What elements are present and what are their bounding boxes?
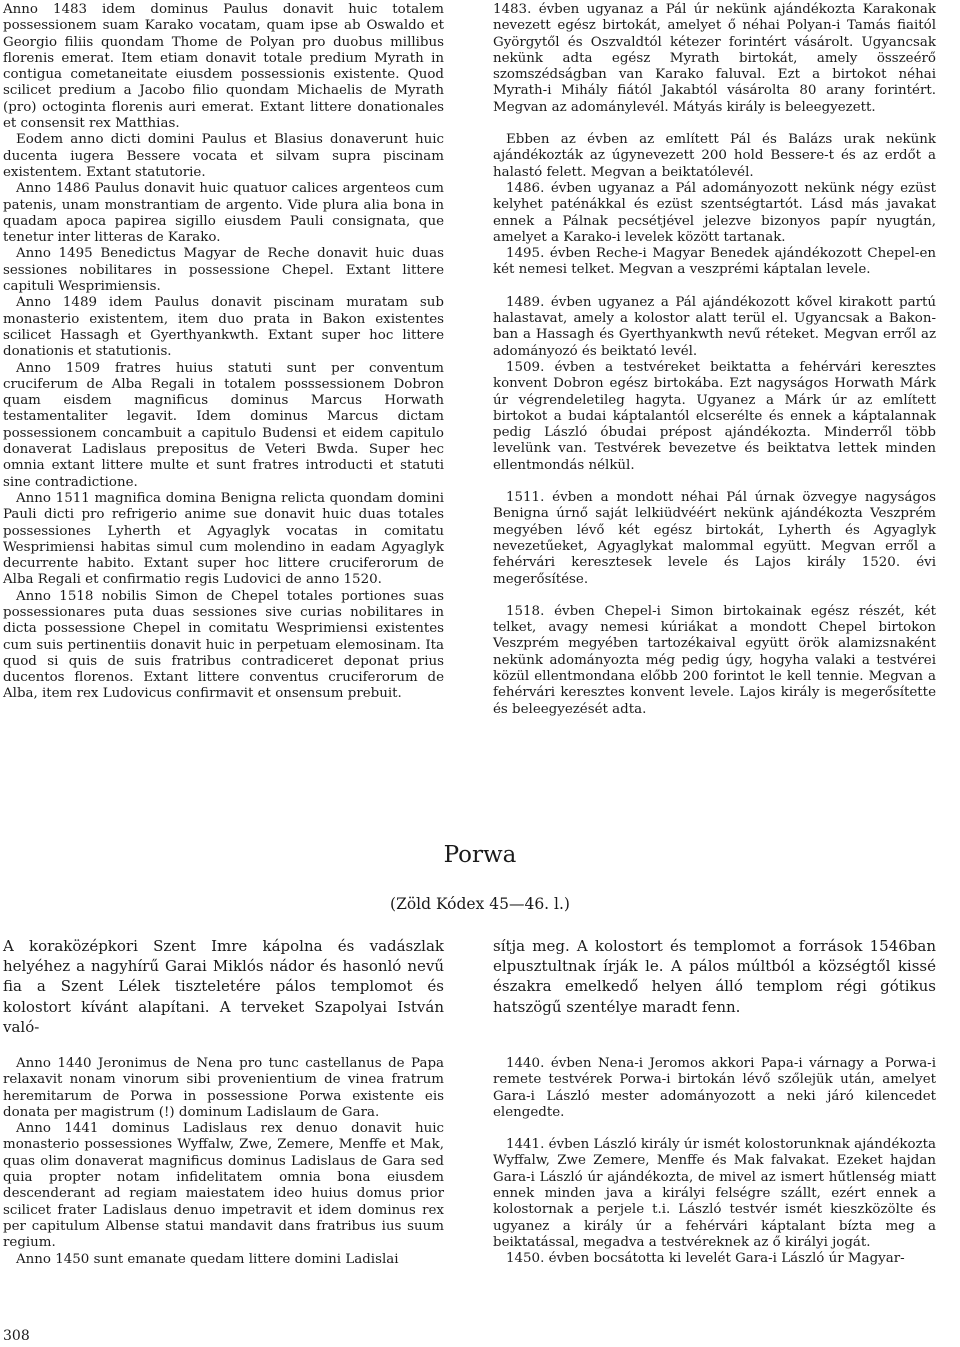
hungarian-paragraph-1483: 1483. évben ugyanaz a Pál úr nekünk ajándékozta Karakonak nevezett egész birtokát, amelyet ő néhai Polyan-i Tamás fiaitól Györgytől és Oszvaldtól kétezer forintért vásárolt. Ugyancsak nekünk adta egész Myrath birtokát, amely összeérő szomszédságban van Karako faluval. Ezt a birtokot néhai Myrath-i Mihály fiától Jakabtól vásárolta 80 arany forintért. Megvan az adománylevél. Mátyás király is beleegyezett.	[493, 2, 936, 115]
latin-paragraph-1509: Anno 1509 fratres huius statuti sunt per conventum cruciferum de Alba Regali in totalem posssessionem Dobron quam eisdem magnificus dominus Marcus Horwath testamentaliter legavit. Idem dominus Marcus dictam possessionem concambuit a capitulo Budensi et eidem capitulo donaverat Ladislaus prepositus de Veteri Bwda. Super hec omnia extant littere multe et sunt fratres introducti et statuti sine contradictione.	[3, 360, 444, 490]
hungarian-paragraph-1450: 1450. évben bocsátotta ki levelét Gara-i László úr Magyar-	[506, 1251, 905, 1267]
page-number: 308	[3, 1328, 30, 1344]
hungarian-paragraph-1489: 1489. évben ugyanez a Pál ajándékozott kővel kirakott partú halastavat, amely a kolostor alatt terül el. Ugyancsak a Bakon-ban a Hassagh és Gyerthyankwth nevű réteket. Megvan erről az adományozó és beiktató levél.	[493, 294, 936, 359]
section-subtitle: (Zöld Kódex 45—46. l.)	[390, 895, 570, 913]
intro-column-right	[493, 936, 936, 1017]
latin-paragraph-1495: Anno 1495 Benedictus Magyar de Reche donavit huic duas sessiones nobilitares in possessione Chepel. Extant littere capituli Wesprimiensis.	[3, 246, 444, 295]
latin-paragraph-1489: Anno 1489 idem Paulus donavit piscinam muratam sub monasterio existentem, item duo prata in Bakon existentes scilicet Hassagh et Gyerthyankwth. Extant super hoc littere donationis et statutionis.	[3, 295, 444, 360]
latin-paragraph-1441: Anno 1441 dominus Ladislaus rex denuo donavit huic monasterio possessiones Wyffalw, Zwe, Zemere, Menffe et Mak, quas olim donaverat magnificus dominus Ladislaus de Gara sed quia propter notam infidelitatem omnia bona eiusdem descenderant ad regiam maiestatem ideo huius domus prior scilicet frater Ladislaus denuo impetravit et idem dominus rex per capitulum Albense statui mandavit dans fratribus ius suum regium.	[3, 1121, 444, 1251]
latin-column-bottom	[3, 1056, 444, 1268]
latin-paragraph-1450: Anno 1450 sunt emanate quedam littere domini Ladislai	[16, 1251, 399, 1267]
hungarian-paragraph-1440: 1440. évben Nena-i Jeromos akkori Papa-i várnagy a Porwa-i remete testvérek Porwa-i birtokán lévő szőlejük után, amelyet Gara-i László mester adományozott a neki járó kilencedet elengedte.	[493, 1056, 936, 1120]
hungarian-paragraph-1511: 1511. évben a mondott néhai Pál úrnak özvegye nagyságos Benigna úrnő saját lelkiüdvéért nekünk ajándékozta Veszprém megyében lévő két egész birtokát, Lyherth és Agyaglyk nevezetűeket, Agyaglykat malommal együtt. Megvan erről a fehérvári keresztesek levele és Lajos király 1520. évi megerősítése.	[493, 490, 936, 587]
hungarian-column-bottom	[493, 1056, 936, 1268]
hungarian-paragraph-1495: 1495. évben Reche-i Magyar Benedek ajándékozott Chepel-en két nemesi telket. Megvan a veszprémi káptalan levele.	[493, 246, 936, 278]
hungarian-paragraph-1486: 1486. évben ugyanaz a Pál adományozott nekünk négy ezüst kelyhet paténákkal és ezüst szentségtartót. Lásd más javakat ennek a Pálnak pecsétjével jelezve bizonyos papír nyugtán, amelyet a Karako-i levelek között tartanak.	[493, 180, 936, 245]
intro-paragraph-right: sítja meg. A kolostort és templomot a források 1546ban elpusztultnak írják le. A pálos múltból a községtől kissé északra emelkedő helyen álló templom régi gótikus hatszögű szentélye maradt fenn.	[493, 937, 936, 1016]
latin-column-top	[3, 2, 444, 703]
latin-paragraph-1511: Anno 1511 magnifica domina Benigna relicta quondam domini Pauli dicti pro refrigerio anime sue donavit huic duas totales possessiones Lyherth et Agyaglyk vocatas in comitatu Wesprimiensi habitas simul cum molendino in eadam Agyaglyk decurrente habito. Extant super hoc littere cruciferorum de Alba Regali et confirmatio regis Ludovici de anno 1520.	[3, 490, 444, 588]
intro-column-left	[3, 936, 444, 1037]
latin-paragraph-1483: Anno 1483 idem dominus Paulus donavit huic totalem possessionem suam Karako vocatam, quam ipse ab Oswaldo et Georgio filiis quondam Thome de Polyan pro duobus millibus florenis emerat. Item etiam donavit totale predium Myrath in contigua cometaneitate eiusdem possessionis existente. Quod scilicet predium a Jacobo filio quondam Michaelis de Myrath (pro) octoginta florenis auri emerat. Extant littere donationales et consensit rex Matthias.	[3, 2, 444, 132]
latin-paragraph-eodem: Eodem anno dicti domini Paulus et Blasius donaverunt huic ducenta iugera Bessere vocata et silvam supra piscinam existentem. Extant statutorie.	[3, 132, 444, 180]
hungarian-paragraph-1441: 1441. évben László király úr ismét kolostorunknak ajándékozta Wyffalw, Zwe Zemere, Menffe és Mak falvakat. Ezeket hajdan Gara-i László úr ajándékozta, de mivel az ismert hűtlenség miatt ennek minden java a királyi felségre szállt, ezért ennek a kolostornak a perjele t.i. László testvér ismét kieszközölte és ugyanez a király úr a fehérvári káptalant bízta meg a beiktatással, megadva a testvéreknek az ő királyi jogát.	[493, 1137, 936, 1250]
hungarian-column-top	[493, 2, 936, 718]
latin-paragraph-1518: Anno 1518 nobilis Simon de Chepel totales portiones suas possessionares puta duas sessiones sive curias nobilitares in dicta possessione Chepel in comitatu Wesprimiensi existentes cum suis pertinentiis donavit huic in perpetuam elemosinam. Ita quod si quis de suis fratribus contradiceret deponat prius ducentos florenos. Extant littere conventus cruciferorum de Alba, item rex Ludovicus confirmavit et onsensum prebuit.	[3, 588, 444, 702]
latin-paragraph-1440: Anno 1440 Jeronimus de Nena pro tunc castellanus de Papa relaxavit nonam vinorum sibi provenientium de vinea fratrum heremitarum de Porwa in possessione Porwa existente eis donata per magistrum (!) dominum Ladislaum de Gara.	[3, 1056, 444, 1120]
section-title: Porwa	[443, 842, 517, 868]
intro-paragraph-left: A koraközépkori Szent Imre kápolna és vadászlak helyéhez a nagyhírű Garai Miklós nádor és hasonló nevű fia a Szent Lélek tiszteletére pálos templomot és kolostort kívánt alapítani. A terveket Szapolyai István való-	[3, 937, 444, 1036]
hungarian-paragraph-ebben: Ebben az évben az említett Pál és Balázs urak nekünk ajándékozták az úgynevezett 200 hold Bessere-t és az erdőt a halastó felett. Megvan a beiktatólevél.	[493, 132, 936, 180]
latin-paragraph-1486: Anno 1486 Paulus donavit huic quatuor calices argenteos cum patenis, unam monstrantiam de argento. Vide plura alia bona in quadam apoca papirea sigillo eiusdem Pauli consignata, que tenetur inter litteras de Karako.	[3, 181, 444, 246]
hungarian-paragraph-1509: 1509. évben a testvéreket beiktatta a fehérvári keresztes konvent Dobron egész birtokába. Ezt nagyságos Horwath Márk úr végrendeletileg hagyta. Ugyanez a Márk úr az említett birtokot a budai káptalantól elcserélte és ennek a káptalannak pedig László óbudai prépost ajándékozta. Minderről több levelünk van. Testvérek bevezetve és beiktatva lettek minden ellentmondás nélkül.	[493, 359, 936, 473]
hungarian-paragraph-1518: 1518. évben Chepel-i Simon birtokainak egész részét, két telket, avagy nemesi kúriákat a mondott Chepel birtokon Veszprém megyében tartozékaival együtt örök alamizsnaként nekünk adományozta még pedig úgy, hogyha valaki a testvérei közül ellentmondana előbb 200 forintot le kell tennie. Megvan a fehérvári keresztes konvent levele. Lajos király is megerősítette és beleegyezését adta.	[493, 603, 936, 717]
